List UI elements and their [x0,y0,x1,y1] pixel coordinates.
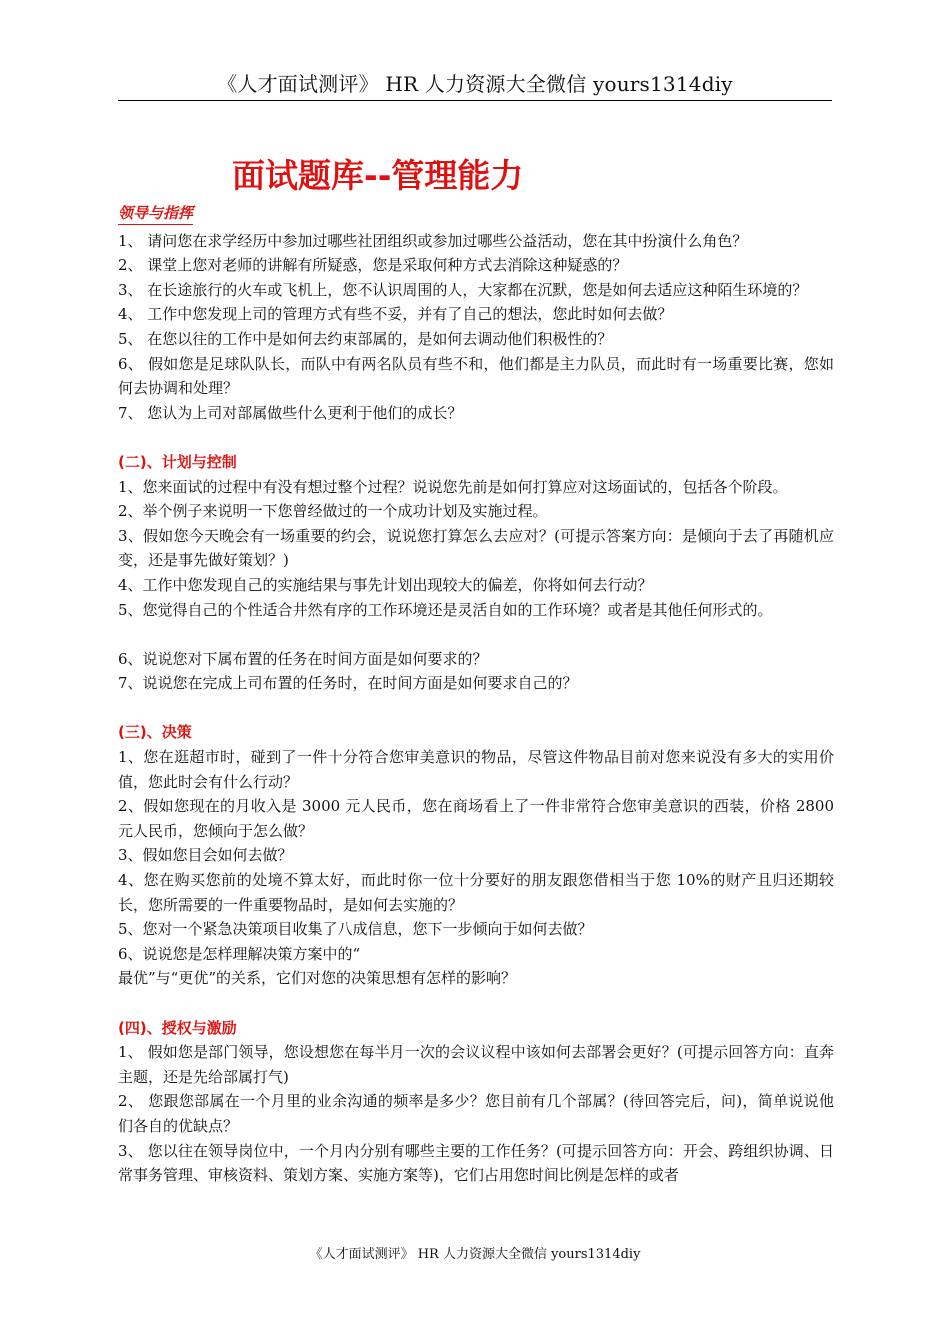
section-spacer [118,425,834,450]
question-item: 4、您在购买您前的处境不算太好，而此时你一位十分要好的朋友跟您借相当于您 10%的财产且归还期较长，您所需要的一件重要物品时，是如何去实施的？ [118,871,834,914]
question-item: 2、 您跟您部属在一个月里的业余沟通的频率是多少？您目前有几个部属？(待回答完后，问)，简单说说他们各自的优缺点？ [118,1092,834,1135]
question-item: 2、举个例子来说明一下您曾经做过的一个成功计划及实施过程。 [118,502,548,521]
question-item: 6、 假如您是足球队队长，而队中有两名队员有些不和，他们都是主力队员，而此时有一场重要比赛，您如何去协调和处理？ [118,354,834,398]
question-item: 3、假如您目会如何去做？ [118,846,293,865]
question-item: 3、 您以往在领导岗位中，一个月内分别有哪些主要的工作任务？(可提示回答方向：开会、跨组织协调、日常事务管理、审核资料、策划方案、实施方案等)，它们占用您时间比例是怎样的或者 [118,1141,834,1185]
document-body [118,201,834,1188]
question-item: 6、说说您是怎样理解决策方案中的“ [118,944,361,963]
question-item: 4、工作中您发现自己的实施结果与事先计划出现较大的偏差，你将如何去行动？ [118,575,653,594]
question-item: 7、 您认为上司对部属做些什么更利于他们的成长？ [118,403,463,422]
blank-line [118,622,834,647]
question-item: 2、假如您现在的月收入是 3000 元人民币，您在商场看上了一件非常符合您审美意识的西装，价格 2800 元人民币，您倾向于怎么做？ [118,797,834,840]
section-spacer [118,991,834,1016]
question-item: 1、您来面试的过程中有没有想过整个过程？说说您先前是如何打算应对这场面试的，包括各个阶段。 [118,477,788,496]
section-heading-leadership: 领导与指挥 [118,203,193,225]
question-item: 7、说说您在完成上司布置的任务时，在时间方面是如何要求自己的？ [118,674,578,693]
section-spacer [118,696,834,721]
question-item: 6、说说您对下属布置的任务在时间方面是如何要求的？ [118,649,488,668]
question-item: 4、 工作中您发现上司的管理方式有些不妥，并有了自己的想法，您此时如何去做？ [118,305,673,324]
question-item: 5、您对一个紧急决策项目收集了八成信息，您下一步倾向于如何去做？ [118,920,593,939]
question-item: 3、假如您今天晚会有一场重要的约会，说说您打算怎么去应对？(可提示答案方向：是倾向于去了再随机应变，还是事先做好策划？) [118,526,834,570]
question-item: 1、您在逛超市时，碰到了一件十分符合您审美意识的物品，尽管这件物品目前对您来说没有多大的实用价值，您此时会有什么行动？ [118,748,834,791]
page-footer: 《人才面试测评》 HR 人力资源大全微信 yours1314diy [309,1247,641,1262]
question-item: 最优”与“更优”的关系，它们对您的决策思想有怎样的影响？ [118,969,517,988]
question-item: 5、您觉得自己的个性适合井然有序的工作环境还是灵活自如的工作环境？或者是其他任何形式的。 [118,600,773,619]
document-title: 面试题库--管理能力 [232,156,524,195]
question-item: 1、 假如您是部门领导，您设想您在每半月一次的会议议程中该如何去部署会更好？(可提示回答方向：直奔主题，还是先给部属打气) [118,1043,834,1086]
section-heading-planning: (二)、计划与控制 [118,452,237,471]
section-heading-decision: (三)、决策 [118,723,192,742]
question-item: 1、 请问您在求学经历中参加过哪些社团组织或参加过哪些公益活动，您在其中扮演什么角色？ [118,231,748,250]
question-item: 3、 在长途旅行的火车或飞机上，您不认识周围的人，大家都在沉默，您是如何去适应这种陌生环境的？ [118,280,808,299]
question-item: 5、 在您以往的工作中是如何去约束部属的，是如何去调动他们积极性的？ [118,329,613,348]
section-heading-delegation: (四)、授权与激励 [118,1018,237,1037]
page-header: 《人才面试测评》 HR 人力资源大全微信 yours1314diy [118,70,832,101]
question-item: 2、 课堂上您对老师的讲解有所疑惑，您是采取何种方式去消除这种疑惑的？ [118,256,628,275]
